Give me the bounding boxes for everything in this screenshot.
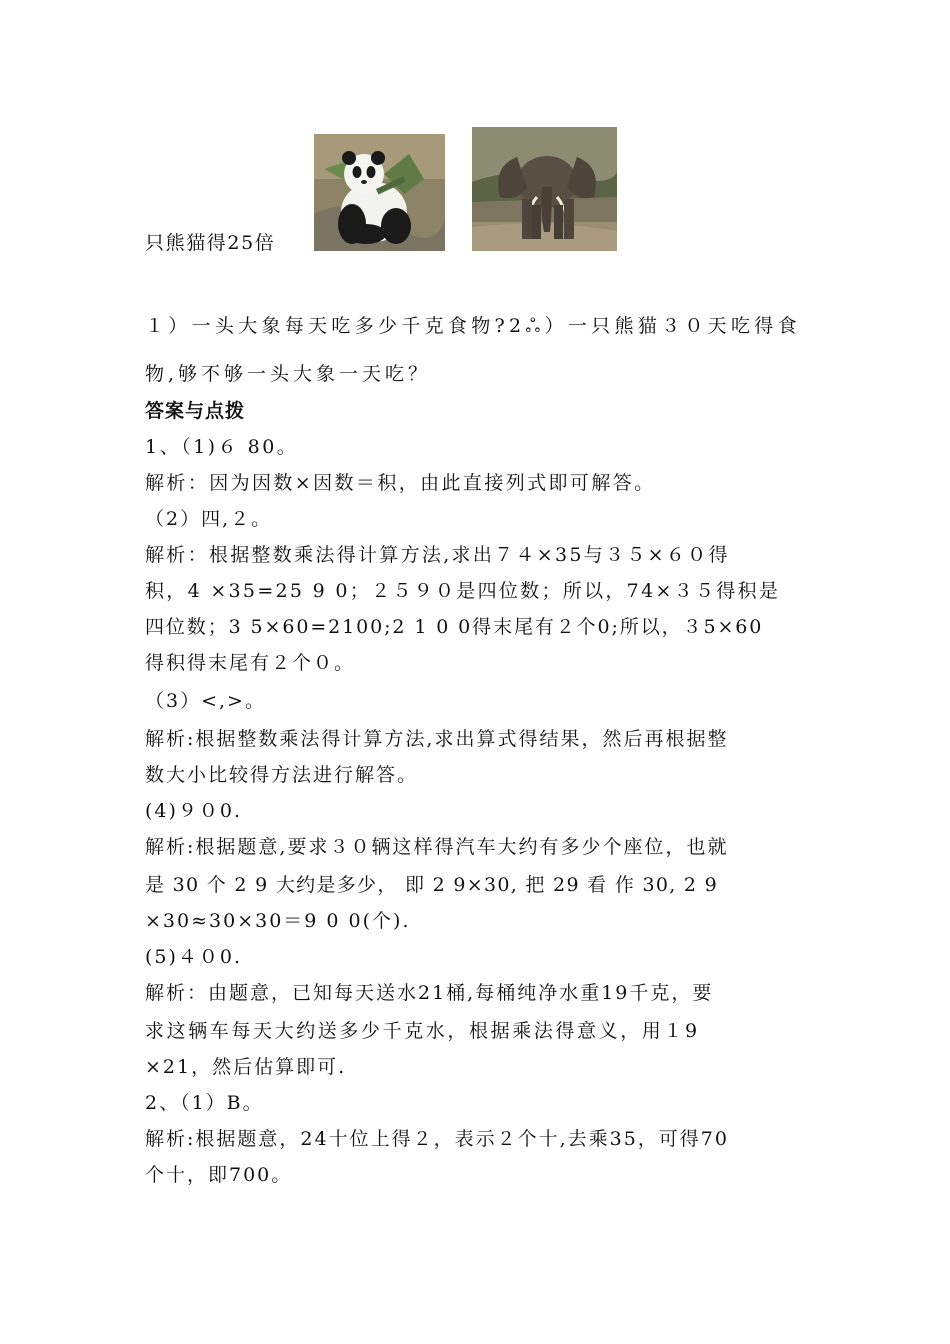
analysis-1-2-line-1: 解析：根据整数乘法得计算方法,求出７４×35与３５×６０得 [145,544,730,566]
analysis-2-1-line-1: 解析:根据题意，24十位上得２，表示２个十,去乘35，可得70 [145,1128,729,1150]
analysis-2-1-line-2: 个十，即700。 [145,1164,293,1186]
answer-1-4: (4)９０0. [145,800,243,822]
panda-image [314,134,445,251]
analysis-1-5-line-3: ×21，然后估算即可. [145,1056,347,1078]
answer-1-2: （2）四,２。 [145,508,273,530]
analysis-1-2-line-3: 四位数；3 5×60=2100;2 1 0 0得末尾有２个0;所以，３5×60 [145,616,764,638]
analysis-1-2-line-2: 积，4 ×35=25 9 0；２５９０是四位数；所以，74×３５得积是 [145,580,781,602]
analysis-1-5-line-1: 解析：由题意，已知每天送水21桶,每桶纯净水重19千克，要 [145,982,714,1004]
question-line-1: １）一头大象每天吃多少千克食物?2ஃ）一只熊猫３０天吃得食 [145,315,801,337]
analysis-1-2-line-4: 得积得末尾有２个０。 [145,652,356,674]
analysis-1-3-line-2: 数大小比较得方法进行解答。 [145,764,419,786]
analysis-1-1: 解析：因为因数×因数＝积，由此直接列式即可解答。 [145,472,656,494]
answer-2-1: 2、（1）B。 [145,1092,264,1114]
question-line-2: 物,够不够一头大象一天吃？ [145,363,432,385]
answer-1-1: 1、（1)６ 80。 [145,436,299,458]
analysis-1-5-line-2: 求这辆车每天大约送多少千克水，根据乘法得意义，用１9 [145,1020,700,1042]
text-line-1: 只熊猫得25倍 [145,232,276,254]
analysis-1-4-line-2: 是 30 个 2 9 大约是多少， 即 2 9×30, 把 29 看 作 30, 2 9 [145,874,719,896]
elephant-image [472,127,617,251]
analysis-1-4-line-1: 解析:根据题意,要求３０辆这样得汽车大约有多少个座位，也就 [145,836,729,858]
analysis-1-4-line-3: ×30≈30×30＝9 0 0(个). [145,910,411,932]
analysis-1-3-line-1: 解析:根据整数乘法得计算方法,求出算式得结果，然后再根据整 [145,728,729,750]
answer-1-5: (5)４０0. [145,946,243,968]
answer-1-3: （3）<,>。 [145,690,266,712]
section-heading: 答案与点拨 [145,400,246,422]
